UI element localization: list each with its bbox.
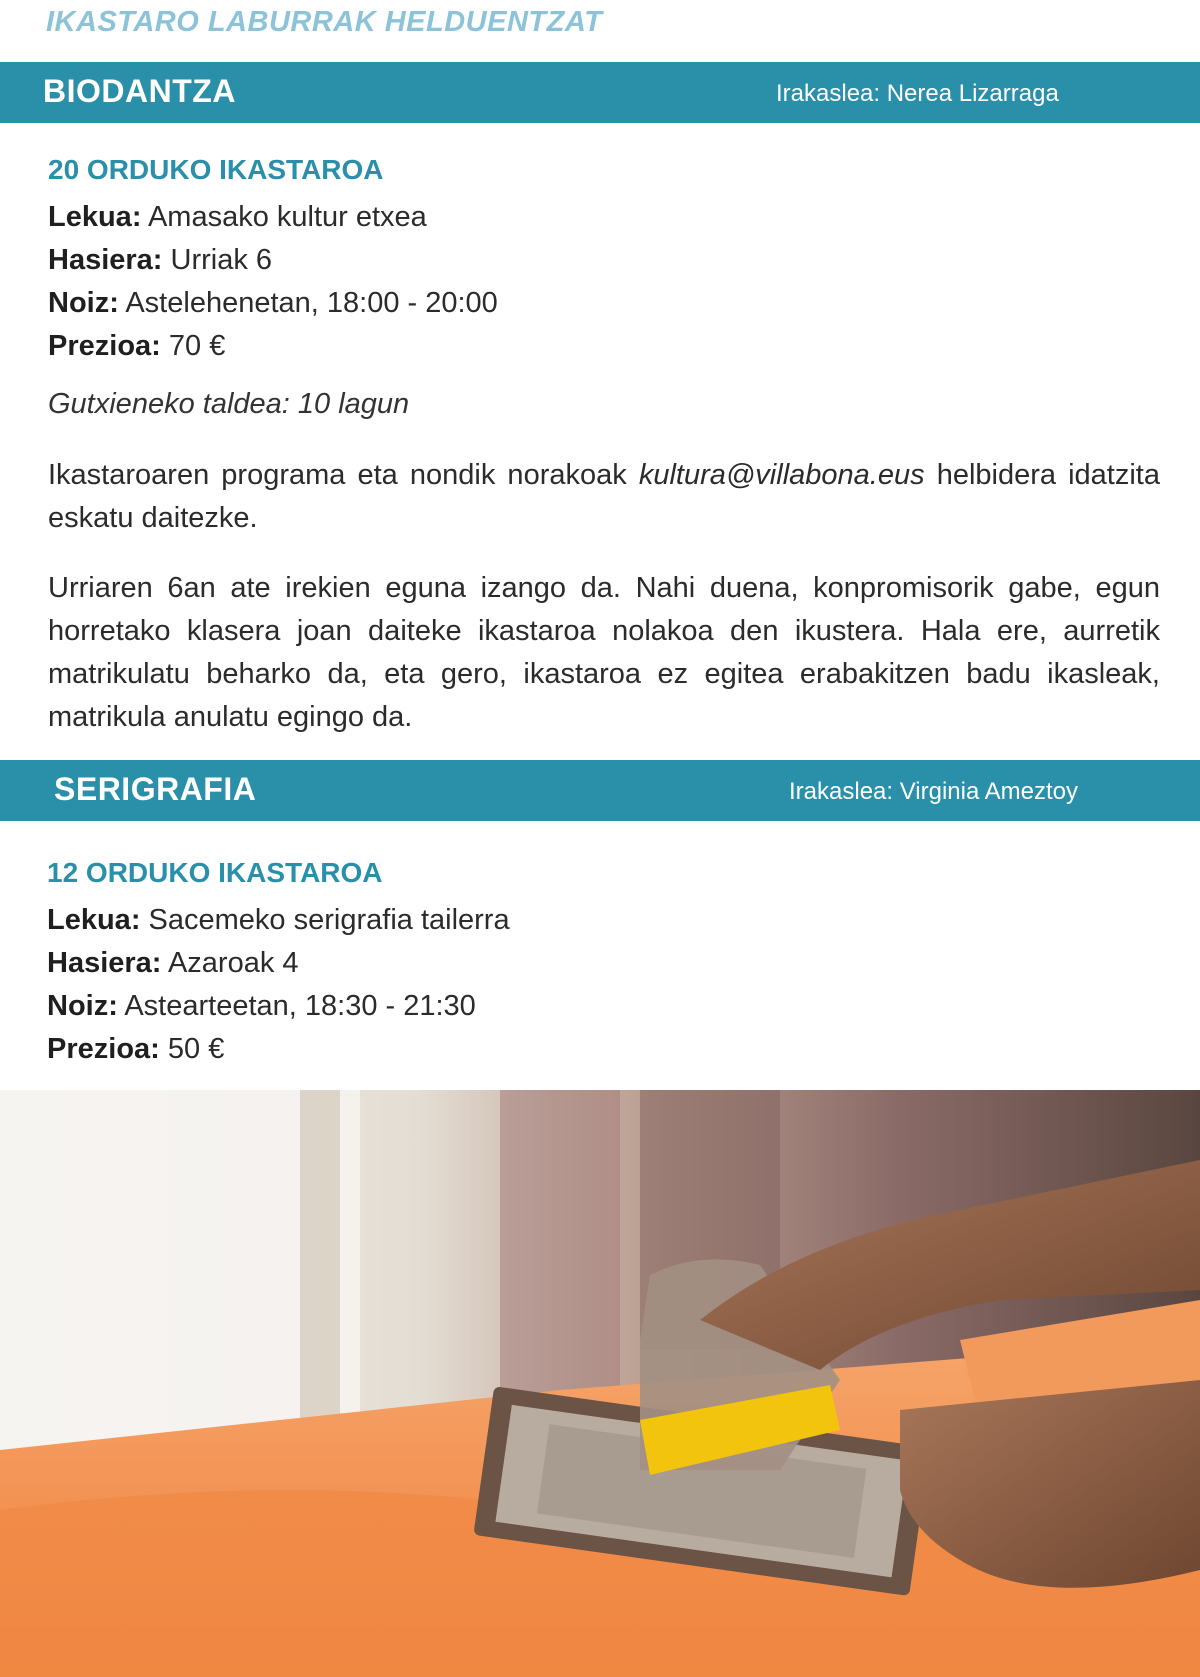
program-text-end: helbidera idatzita eskatu daitezke. bbox=[48, 459, 1160, 534]
detail-value: 50 € bbox=[167, 1033, 225, 1065]
detail-value: Azaroak 4 bbox=[167, 947, 299, 979]
program-paragraph bbox=[48, 454, 1160, 540]
detail-label: Prezioa: bbox=[48, 330, 161, 362]
open-day-paragraph: Urriaren 6an ate irekien eguna izango da. Nahi duena, konpromisorik gabe, egun horretako klasera joan daiteke ikastaroa nolakoa den ikustera. Hala ere, aurretik matrikulatu beharko da, eta gero, ikastaroa ez egitea erabakitzen badu ikasleak, matrikula anulatu egingo da. bbox=[48, 572, 1160, 733]
course-details-biodantza bbox=[48, 150, 1160, 368]
detail-when bbox=[47, 985, 1159, 1028]
detail-label: Lekua: bbox=[47, 904, 141, 936]
detail-start bbox=[47, 942, 1159, 985]
detail-value: Amasako kultur etxea bbox=[147, 201, 427, 233]
detail-value: Astearteetan, 18:30 - 21:30 bbox=[124, 990, 476, 1022]
course-name: BIODANTZA bbox=[43, 73, 236, 109]
course-hours: 12 ORDUKO IKASTAROA bbox=[47, 857, 383, 888]
program-text: Ikastaroaren programa eta nondik norakoak bbox=[48, 459, 639, 491]
detail-price bbox=[48, 325, 1160, 368]
detail-value: Urriak 6 bbox=[170, 244, 273, 276]
course-header-biodantza bbox=[0, 62, 1200, 123]
detail-label: Noiz: bbox=[47, 990, 118, 1022]
course-name: SERIGRAFIA bbox=[54, 771, 257, 807]
course-hours: 20 ORDUKO IKASTAROA bbox=[48, 154, 384, 185]
detail-label: Hasiera: bbox=[47, 947, 162, 979]
detail-place bbox=[48, 196, 1160, 239]
detail-label: Hasiera: bbox=[48, 244, 163, 276]
detail-start bbox=[48, 239, 1160, 282]
course-teacher: Irakaslea: Nerea Lizarraga bbox=[776, 80, 1059, 107]
email-link[interactable]: kultura@villabona.eus bbox=[638, 459, 925, 491]
detail-value: Astelehenetan, 18:00 - 20:00 bbox=[125, 287, 498, 319]
detail-place bbox=[47, 899, 1159, 942]
detail-value: Sacemeko serigrafia tailerra bbox=[148, 904, 510, 936]
course-teacher: Irakaslea: Virginia Ameztoy bbox=[789, 778, 1079, 805]
detail-label: Lekua: bbox=[48, 201, 142, 233]
min-group-note: Gutxieneko taldea: 10 lagun bbox=[48, 388, 410, 420]
detail-price bbox=[47, 1028, 1159, 1071]
detail-value: 70 € bbox=[168, 330, 226, 362]
detail-label: Noiz: bbox=[48, 287, 119, 319]
detail-when bbox=[48, 282, 1160, 325]
course-header-serigrafia bbox=[0, 760, 1200, 821]
course-details-serigrafia bbox=[47, 853, 1159, 1071]
detail-label: Prezioa: bbox=[47, 1033, 160, 1065]
screen-printing-photo bbox=[0, 1090, 1200, 1677]
page-title: IKASTARO LABURRAK HELDUENTZAT bbox=[46, 6, 603, 38]
